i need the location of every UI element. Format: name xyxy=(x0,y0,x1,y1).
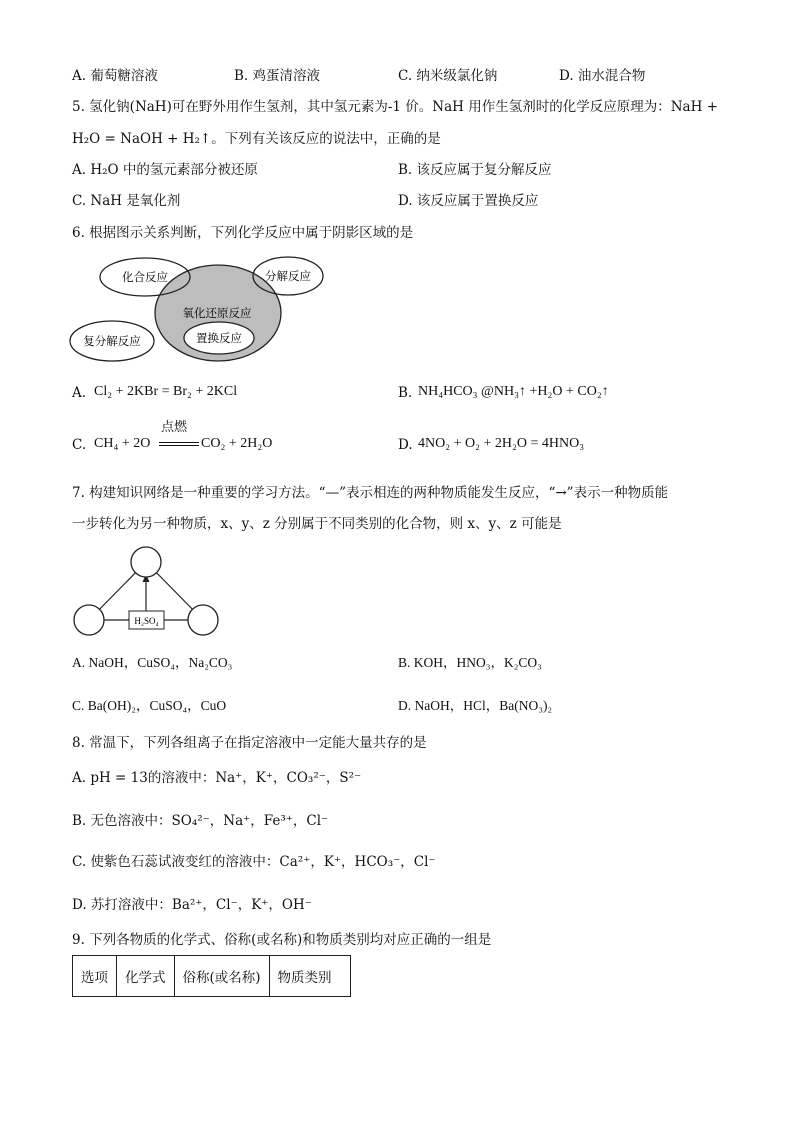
q7-option-b: B. KOH，HNO₃，K₂CO₃ xyxy=(398,655,542,670)
q8-option-b: B. 无色溶液中：SO₄²⁻，Na⁺，Fe³⁺，Cl⁻ xyxy=(72,813,329,829)
q7-stem-line2: 一步转化为另一种物质，x、y、z 分别属于不同类别的化合物，则 x、y、z 可能是 xyxy=(72,516,562,532)
q6-option-c-right: CO₂ + 2H₂O xyxy=(201,436,273,451)
q5-stem-line2: H₂O = NaOH + H₂↑。下列有关该反应的说法中，正确的是 xyxy=(72,131,441,147)
q5-option-a: A. H₂O 中的氢元素部分被还原 xyxy=(72,162,258,178)
q6-stem: 6. 根据图示关系判断，下列化学反应中属于阴影区域的是 xyxy=(72,225,414,241)
q7-option-a: A. NaOH，CuSO₄，Na₂CO₃ xyxy=(72,655,233,670)
reaction-type-diagram xyxy=(66,252,336,367)
table-header-cell: 物质类别 xyxy=(269,956,350,997)
q5-option-d: D. 该反应属于置换反应 xyxy=(398,193,539,209)
node-y xyxy=(74,605,104,635)
q6-option-c-condition: 点燃 xyxy=(161,420,188,435)
q6-option-d-equation: 4NO₂ + O₂ + 2H₂O = 4HNO₃ xyxy=(418,436,585,451)
table-header-cell: 选项 xyxy=(73,956,117,997)
q5-option-b: B. 该反应属于复分解反应 xyxy=(398,162,552,178)
q6-option-b-label: B. xyxy=(398,385,413,401)
node-z xyxy=(188,605,218,635)
table-header-cell: 俗称(或名称) xyxy=(174,956,269,997)
decomposition-label: 分解反应 xyxy=(265,269,311,283)
q6-option-c-equals-bar xyxy=(159,442,199,446)
substance-network-diagram xyxy=(70,544,222,640)
q7-option-d: D. NaOH，HCl，Ba(NO₃)₂ xyxy=(398,698,553,713)
q6-option-b-equation: NH₄HCO₃ @NH₃↑ +H₂O + CO₂↑ xyxy=(418,384,609,399)
q7-option-c: C. Ba(OH)₂，CuSO₄，CuO xyxy=(72,698,227,713)
q4-option-d: D. 油水混合物 xyxy=(559,68,646,84)
q8-option-a: A. pH = 13的溶液中：Na⁺，K⁺，CO₃²⁻，S²⁻ xyxy=(72,770,362,786)
q6-option-a-label: A. xyxy=(72,385,87,401)
q6-option-c-label: C. xyxy=(72,437,87,453)
q4-option-b: B. 鸡蛋清溶液 xyxy=(234,68,321,84)
displacement-label: 置换反应 xyxy=(196,331,242,345)
h2so4-label: H₂SO₄ xyxy=(134,616,159,626)
redox-label: 氧化还原反应 xyxy=(182,306,252,320)
q5-option-c: C. NaH 是氧化剂 xyxy=(72,193,181,209)
double-decomposition-label: 复分解反应 xyxy=(83,334,141,348)
q6-option-d-label: D. xyxy=(398,437,413,453)
q7-stem-line1: 7. 构建知识网络是一种重要的学习方法。“—”表示相连的两种物质能发生反应，“→”表示一种物质能 xyxy=(72,485,669,501)
node-x xyxy=(131,547,161,577)
q9-table xyxy=(72,955,351,997)
table-header-row xyxy=(73,956,351,997)
q6-option-a-equation: Cl₂ + 2KBr = Br₂ + 2KCl xyxy=(94,384,238,399)
q6-option-c-left: CH₄ + 2O xyxy=(94,436,151,451)
q4-option-c: C. 纳米级氯化钠 xyxy=(398,68,498,84)
table-header-cell: 化学式 xyxy=(117,956,175,997)
q4-option-a: A. 葡萄糖溶液 xyxy=(72,68,158,84)
q9-stem: 9. 下列各物质的化学式、俗称(或名称)和物质类别均对应正确的一组是 xyxy=(72,932,492,948)
combination-label: 化合反应 xyxy=(122,270,168,284)
q8-option-c: C. 使紫色石蕊试液变红的溶液中：Ca²⁺，K⁺，HCO₃⁻，Cl⁻ xyxy=(72,854,436,870)
q5-stem-line1: 5. 氢化钠(NaH)可在野外用作生氢剂，其中氢元素为-1 价。NaH 用作生氢剂时的化学反应原理为：NaH + xyxy=(72,99,718,115)
q8-stem: 8. 常温下，下列各组离子在指定溶液中一定能大量共存的是 xyxy=(72,735,427,751)
q8-option-d: D. 苏打溶液中：Ba²⁺，Cl⁻，K⁺，OH⁻ xyxy=(72,897,312,913)
